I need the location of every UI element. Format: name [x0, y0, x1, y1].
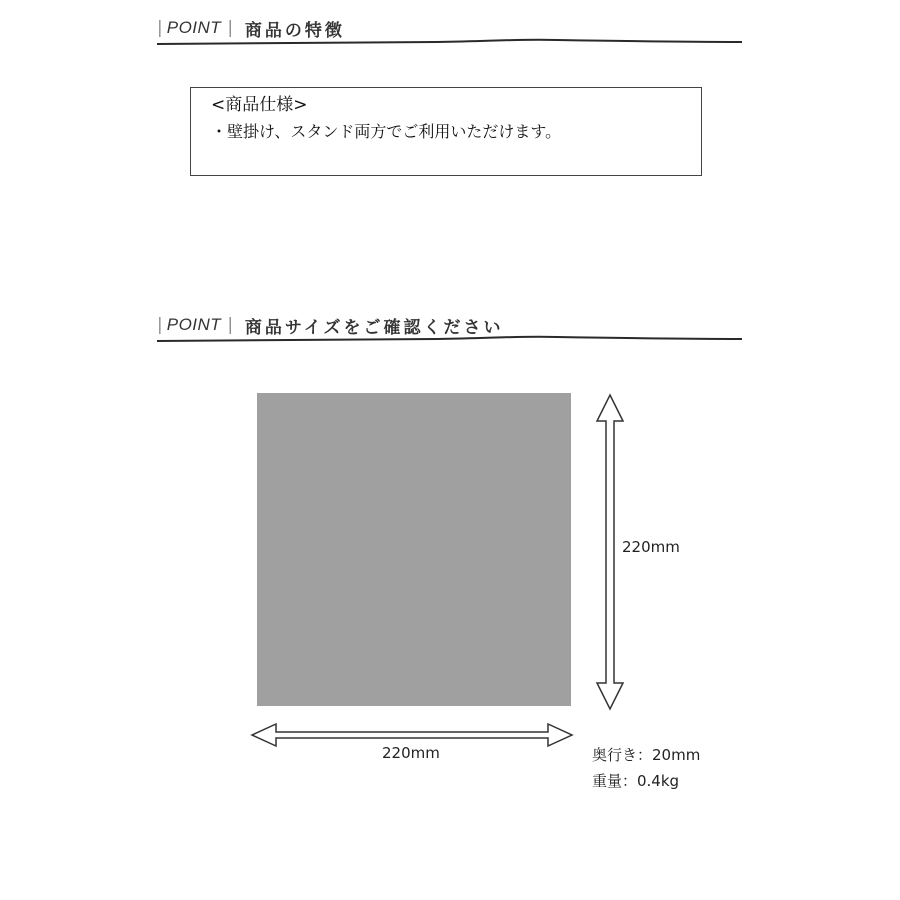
product-image-placeholder [257, 393, 571, 706]
section-title: 商品サイズをご確認ください [244, 317, 504, 338]
width-dimension-label: 220mm [382, 744, 440, 762]
section-heading-features [157, 16, 742, 56]
height-dimension-label: 220mm [622, 538, 680, 556]
spec-box-text: ・壁掛け、スタンド両方でご利用いただけます。 [211, 122, 562, 141]
point-label: POINT [166, 18, 222, 37]
heading-divider: | [227, 18, 233, 38]
product-spec-box [190, 87, 702, 176]
spec-box-title: <商品仕様> [211, 95, 308, 115]
heading-divider: | [227, 315, 233, 335]
section-heading-size [157, 313, 742, 353]
weight-label: 重量：0.4kg [592, 772, 680, 790]
point-label: POINT [166, 315, 222, 334]
section-title: 商品の特徴 [244, 20, 345, 41]
depth-label: 奥行き：20mm [592, 746, 701, 764]
vertical-dimension-arrow-icon [595, 393, 625, 711]
heading-divider: | [157, 315, 163, 335]
heading-divider: | [157, 18, 163, 38]
heading-underline [157, 333, 742, 343]
heading-underline [157, 36, 742, 46]
